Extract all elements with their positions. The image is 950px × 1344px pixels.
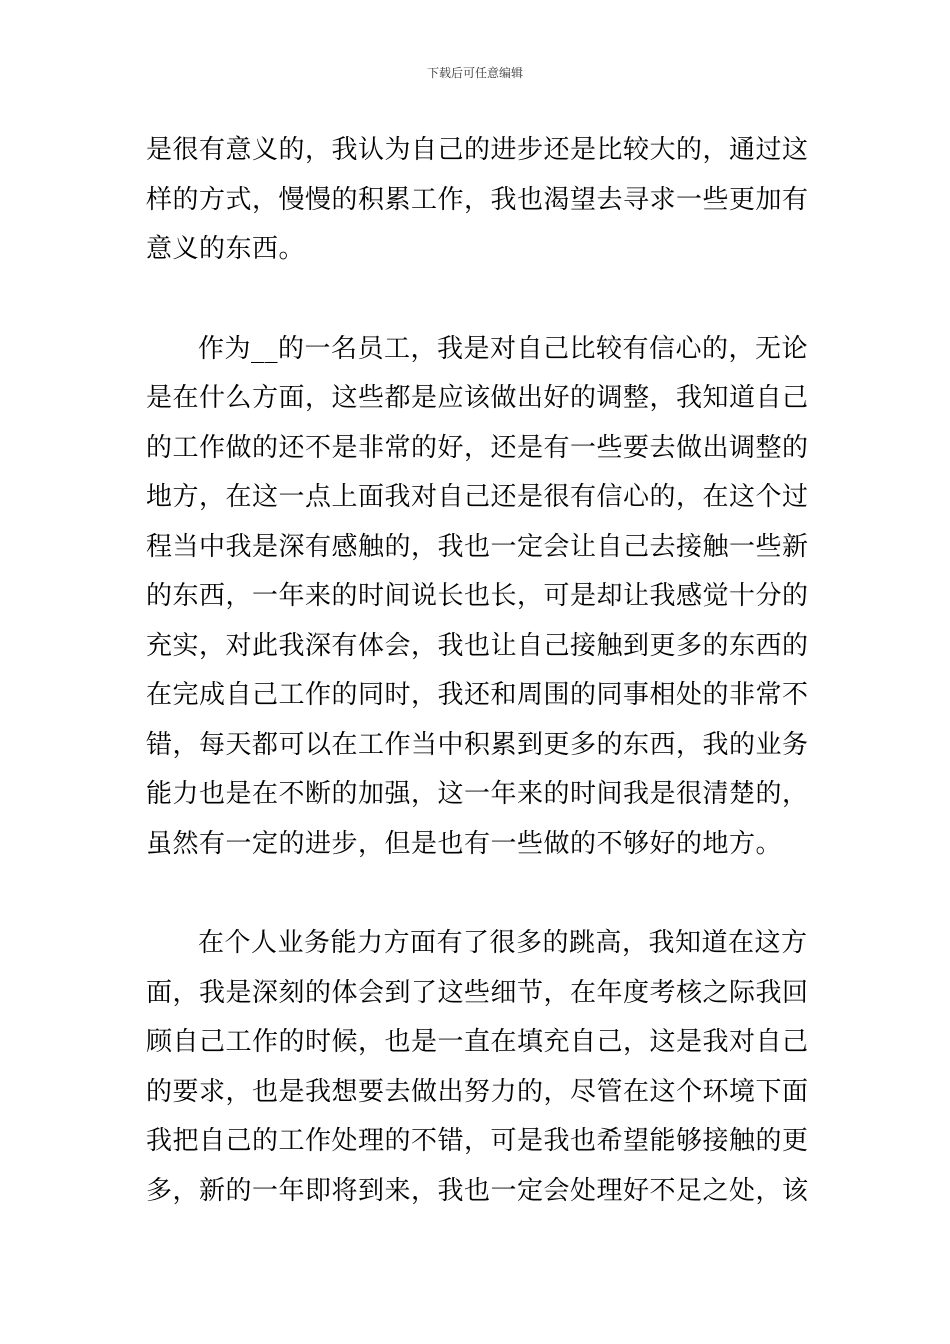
text-line: 的东西，一年来的时间说长也长，可是却让我感觉十分的 bbox=[146, 581, 809, 611]
text-line: 虽然有一定的进步，但是也有一些做的不够好的地方。 bbox=[146, 828, 783, 859]
text-line: 在个人业务能力方面有了很多的跳高，我知道在这方 bbox=[198, 928, 808, 958]
text-line: 在完成自己工作的同时，我还和周围的同事相处的非常不 bbox=[146, 680, 809, 710]
text-line: 充实，对此我深有体会，我也让自己接触到更多的东西的 bbox=[146, 630, 809, 661]
text-line: 是很有意义的，我认为自己的进步还是比较大的，通过这 bbox=[146, 135, 809, 165]
paragraph-1 bbox=[146, 126, 810, 275]
text-line: 多，新的一年即将到来，我也一定会处理好不足之处，该 bbox=[146, 1175, 809, 1206]
page-header: 下载后可任意编辑 bbox=[426, 66, 523, 80]
text-line: 顾自己工作的时候，也是一直在填充自己，这是我对自己 bbox=[146, 1027, 809, 1057]
text-line: 样的方式，慢慢的积累工作，我也渴望去寻求一些更加有 bbox=[146, 184, 809, 215]
text-line: 能力也是在不断的加强，这一年来的时间我是很清楚的， bbox=[146, 779, 809, 809]
text-line: 的工作做的还不是非常的好，还是有一些要去做出调整的 bbox=[146, 432, 809, 463]
paragraph-spacer bbox=[146, 869, 810, 919]
text-line: 地方，在这一点上面我对自己还是很有信心的，在这个过 bbox=[146, 482, 809, 512]
text-line: 的要求，也是我想要去做出努力的，尽管在这个环境下面 bbox=[146, 1076, 809, 1107]
text-line: 我把自己的工作处理的不错，可是我也希望能够接触的更 bbox=[146, 1126, 809, 1156]
text-line: 是在什么方面，这些都是应该做出好的调整，我知道自己 bbox=[146, 383, 809, 413]
text-line: 意义的东西。 bbox=[146, 234, 306, 264]
document-body bbox=[146, 126, 810, 1216]
text-line: 作为__的一名员工，我是对自己比较有信心的，无论 bbox=[198, 333, 809, 364]
paragraph-2 bbox=[146, 325, 810, 870]
text-line: 程当中我是深有感触的，我也一定会让自己去接触一些新 bbox=[146, 531, 809, 562]
text-line: 面，我是深刻的体会到了这些细节，在年度考核之际我回 bbox=[146, 977, 809, 1008]
text-line: 错，每天都可以在工作当中积累到更多的东西，我的业务 bbox=[146, 729, 809, 760]
paragraph-3 bbox=[146, 919, 810, 1216]
paragraph-spacer bbox=[146, 275, 810, 325]
